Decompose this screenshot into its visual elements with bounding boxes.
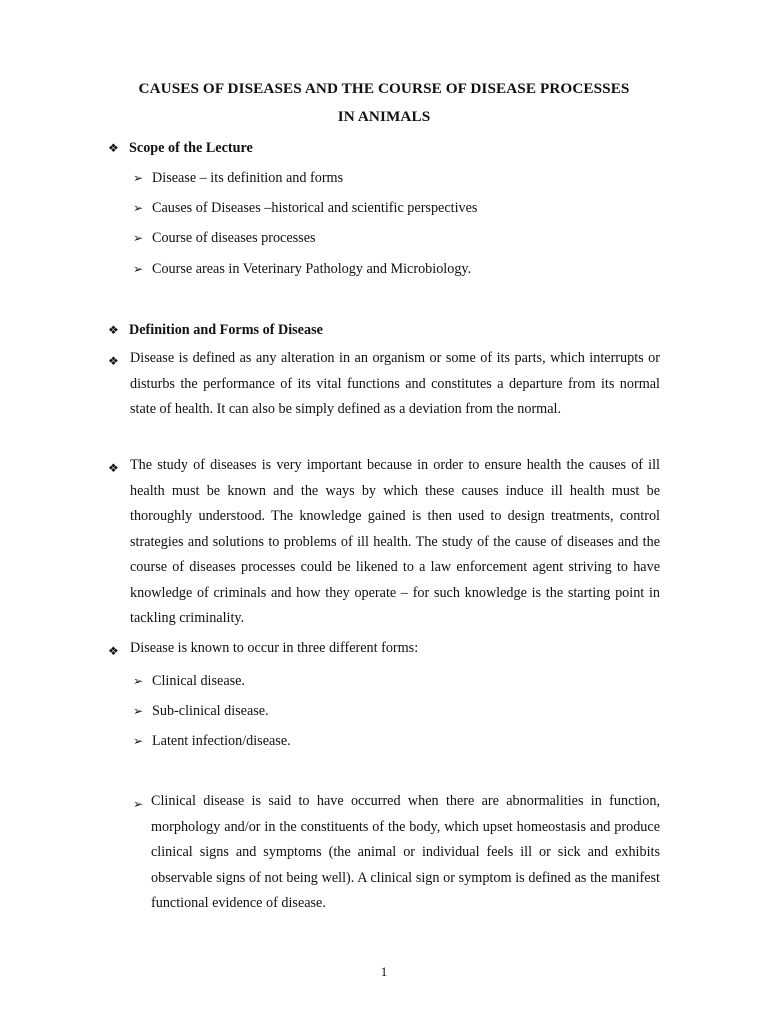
- diamond-bullet-icon: ❖: [108, 354, 119, 368]
- scope-heading-text: Scope of the Lecture: [129, 140, 253, 156]
- definition-heading-text: Definition and Forms of Disease: [129, 322, 323, 338]
- document-title-line-2: IN ANIMALS: [337, 108, 431, 125]
- scope-item: ➢ Disease – its definition and forms: [133, 170, 344, 186]
- arrow-bullet-icon: ➢: [133, 734, 144, 748]
- arrow-bullet-icon: ➢: [133, 201, 144, 215]
- diamond-bullet-icon: ❖: [108, 461, 119, 475]
- document-title-line-1: CAUSES OF DISEASES AND THE COURSE OF DISEASE PROCESSES: [138, 80, 630, 97]
- clinical-disease-paragraph: Clinical disease is said to have occurred when there are abnormalities in function, morphology and/or in the constituents of the body, which upset homeostasis and produce clinical signs and symptoms (the animal or individual feels ill or sick and exhibits observable signs of not being well). A clinical sign or symptom is defined as the manifest functional evidence of disease.: [151, 793, 660, 911]
- arrow-bullet-icon: ➢: [133, 262, 144, 276]
- definition-paragraph: Disease is defined as any alteration in an organism or some of its parts, which interrupts or disturbs the performance of its vital functions and constitutes a departure from its normal state of health. It can also be simply defined as a deviation from the normal.: [130, 350, 660, 417]
- forms-intro: Disease is known to occur in three different forms:: [130, 640, 419, 656]
- scope-heading: [108, 140, 253, 157]
- scope-item: ➢ Course areas in Veterinary Pathology and Microbiology.: [133, 261, 472, 277]
- arrow-bullet-icon: ➢: [133, 231, 144, 245]
- page-number: 1: [380, 964, 388, 979]
- form-item: ➢ Latent infection/disease.: [133, 733, 291, 749]
- scope-item: ➢ Causes of Diseases –historical and scientific perspectives: [133, 200, 478, 216]
- importance-paragraph: The study of diseases is very important because in order to ensure health the causes of ill health must be known and the ways by which these causes induce ill health must be thoroughly understood. The knowledge gained is then used to design treatments, control strategies and solutions to problems of ill health. The study of the cause of diseases and the course of diseases processes could be likened to a law enforcement agent striving to have knowledge of criminals and how they operate – for such knowledge is the starting point in tackling criminality.: [130, 457, 660, 626]
- diamond-bullet-icon: ❖: [108, 644, 119, 658]
- arrow-bullet-icon: ➢: [133, 674, 144, 688]
- definition-heading: [108, 322, 323, 339]
- form-item: ➢ Sub-clinical disease.: [133, 703, 269, 719]
- form-item: ➢ Clinical disease.: [133, 673, 245, 689]
- scope-item: ➢ Course of diseases processes: [133, 230, 316, 246]
- diamond-bullet-icon: ❖: [108, 323, 119, 337]
- diamond-bullet-icon: ❖: [108, 141, 119, 155]
- arrow-bullet-icon: ➢: [133, 171, 144, 185]
- arrow-bullet-icon: ➢: [133, 797, 144, 811]
- arrow-bullet-icon: ➢: [133, 704, 144, 718]
